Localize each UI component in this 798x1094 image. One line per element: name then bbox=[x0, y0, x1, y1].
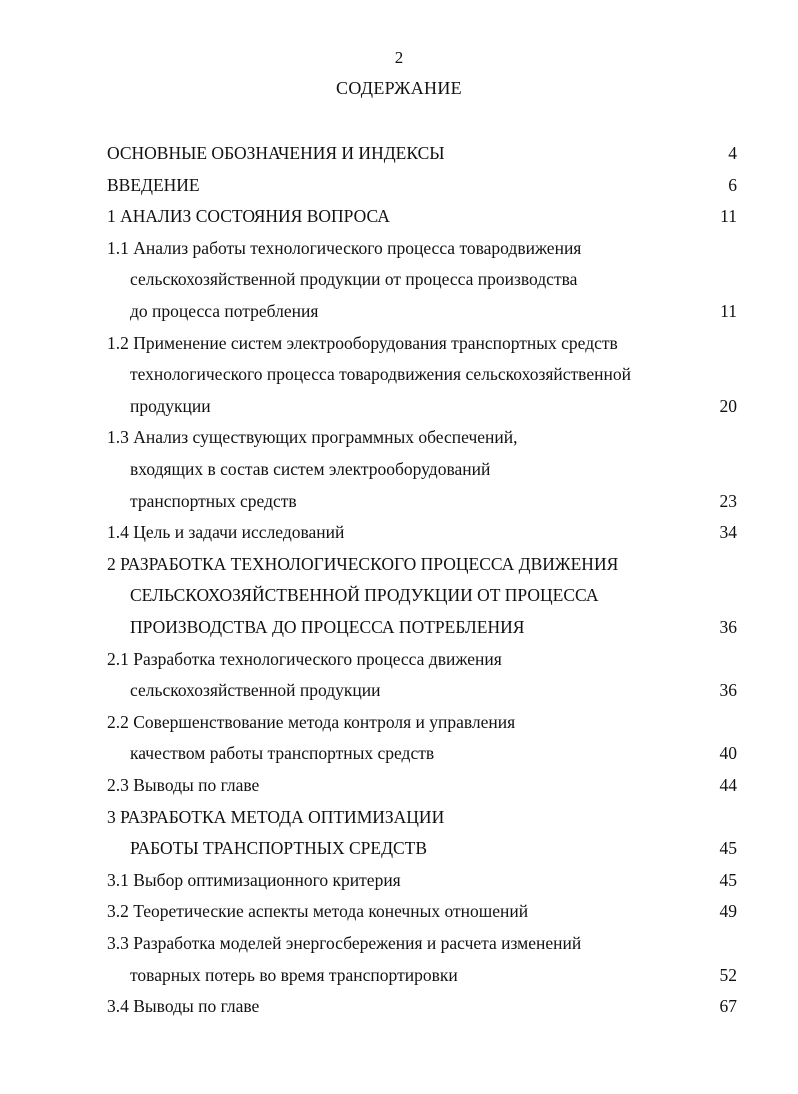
toc-page-number: 36 bbox=[719, 680, 737, 701]
toc-line bbox=[0, 360, 798, 388]
page-title: СОДЕРЖАНИЕ bbox=[336, 78, 462, 98]
toc-page-number: 20 bbox=[719, 395, 737, 416]
toc-line bbox=[0, 771, 798, 799]
toc-page-number: 44 bbox=[719, 775, 737, 795]
toc-entry-title: 1.2 Применение систем электрооборудования транспортных средств bbox=[107, 332, 618, 353]
toc-line bbox=[0, 518, 798, 546]
toc-entry-title: 2.1 Разработка технологического процесса движения bbox=[107, 648, 502, 669]
toc-page-number: 4 bbox=[728, 143, 737, 163]
toc-entry-title: 3.4 Выводы по главе bbox=[107, 996, 260, 1017]
toc-page-number: 11 bbox=[720, 206, 737, 227]
toc-page-number: 49 bbox=[719, 901, 737, 922]
toc-entry-continuation: СЕЛЬСКОХОЗЯЙСТВЕННОЙ ПРОДУКЦИИ ОТ ПРОЦЕССА bbox=[130, 585, 599, 606]
toc-page-number: 36 bbox=[719, 617, 737, 637]
toc-line bbox=[0, 423, 798, 451]
toc-line bbox=[0, 392, 798, 420]
toc-page-number: 34 bbox=[719, 522, 737, 543]
toc-line bbox=[0, 581, 798, 609]
toc-line bbox=[0, 929, 798, 957]
toc-page-number: 52 bbox=[719, 964, 737, 985]
toc-entry-continuation: до процесса потребления bbox=[130, 301, 319, 321]
toc-line bbox=[0, 834, 798, 862]
toc-entry-continuation: качеством работы транспортных средств bbox=[130, 743, 435, 764]
toc-line bbox=[0, 613, 798, 641]
toc-entry-title: 2.2 Совершенствование метода контроля и управления bbox=[107, 711, 516, 732]
toc-entry-title: 2 РАЗРАБОТКА ТЕХНОЛОГИЧЕСКОГО ПРОЦЕССА ДВИЖЕНИЯ bbox=[107, 553, 619, 574]
toc-page-number: 67 bbox=[719, 996, 737, 1017]
toc-line bbox=[0, 739, 798, 767]
toc-line bbox=[0, 550, 798, 578]
toc-entry-continuation: продукции bbox=[130, 395, 211, 416]
toc-page-number: 40 bbox=[719, 743, 737, 764]
toc-line bbox=[0, 803, 798, 831]
toc-page-number: 6 bbox=[728, 174, 737, 195]
toc-line bbox=[0, 139, 798, 167]
toc-entry-title: 1.3 Анализ существующих программных обеспечений, bbox=[107, 427, 518, 448]
toc-entry-title: 3.1 Выбор оптимизационного критерия bbox=[107, 869, 401, 890]
toc-page-number: 11 bbox=[720, 301, 737, 321]
toc-page-number: 45 bbox=[719, 838, 737, 859]
toc-line bbox=[0, 265, 798, 293]
toc-line bbox=[0, 866, 798, 894]
toc-entry-continuation: РАБОТЫ ТРАНСПОРТНЫХ СРЕДСТВ bbox=[130, 838, 428, 859]
toc-entry-continuation: сельскохозяйственной продукции bbox=[130, 680, 381, 701]
toc-line bbox=[0, 455, 798, 483]
page-number: 2 bbox=[394, 48, 404, 67]
toc-line bbox=[0, 676, 798, 704]
toc-entry-title: 3.3 Разработка моделей энергосбережения и расчета изменений bbox=[107, 933, 582, 953]
toc-entry-title: 1.4 Цель и задачи исследований bbox=[107, 522, 345, 543]
toc-entry-continuation: ПРОИЗВОДСТВА ДО ПРОЦЕССА ПОТРЕБЛЕНИЯ bbox=[130, 617, 525, 637]
toc-line bbox=[0, 202, 798, 230]
toc-line bbox=[0, 897, 798, 925]
table-of-contents bbox=[0, 139, 798, 1039]
toc-entry-continuation: технологического процесса товародвижения сельскохозяйственной bbox=[130, 364, 631, 385]
toc-entry-continuation: входящих в состав систем электрооборудований bbox=[130, 459, 491, 479]
toc-entry-continuation: сельскохозяйственной продукции от процесса производства bbox=[130, 269, 578, 290]
toc-line bbox=[0, 234, 798, 262]
toc-page-number: 23 bbox=[719, 490, 737, 511]
toc-entry-title: ОСНОВНЫЕ ОБОЗНАЧЕНИЯ И ИНДЕКСЫ bbox=[107, 143, 445, 163]
toc-line bbox=[0, 297, 798, 325]
toc-entry-title: ВВЕДЕНИЕ bbox=[107, 174, 200, 195]
toc-entry-title: 2.3 Выводы по главе bbox=[107, 775, 260, 795]
toc-line bbox=[0, 961, 798, 989]
toc-entry-title: 3.2 Теоретические аспекты метода конечных отношений bbox=[107, 901, 529, 922]
toc-entry-continuation: товарных потерь во время транспортировки bbox=[130, 964, 458, 985]
toc-line bbox=[0, 329, 798, 357]
toc-page-number: 45 bbox=[719, 869, 737, 890]
toc-line bbox=[0, 992, 798, 1020]
toc-line bbox=[0, 487, 798, 515]
toc-line bbox=[0, 171, 798, 199]
toc-entry-title: 3 РАЗРАБОТКА МЕТОДА ОПТИМИЗАЦИИ bbox=[107, 806, 445, 827]
toc-line bbox=[0, 645, 798, 673]
toc-line bbox=[0, 708, 798, 736]
toc-entry-title: 1 АНАЛИЗ СОСТОЯНИЯ ВОПРОСА bbox=[107, 206, 390, 227]
toc-entry-continuation: транспортных средств bbox=[130, 490, 297, 511]
toc-entry-title: 1.1 Анализ работы технологического процесса товародвижения bbox=[107, 237, 582, 258]
